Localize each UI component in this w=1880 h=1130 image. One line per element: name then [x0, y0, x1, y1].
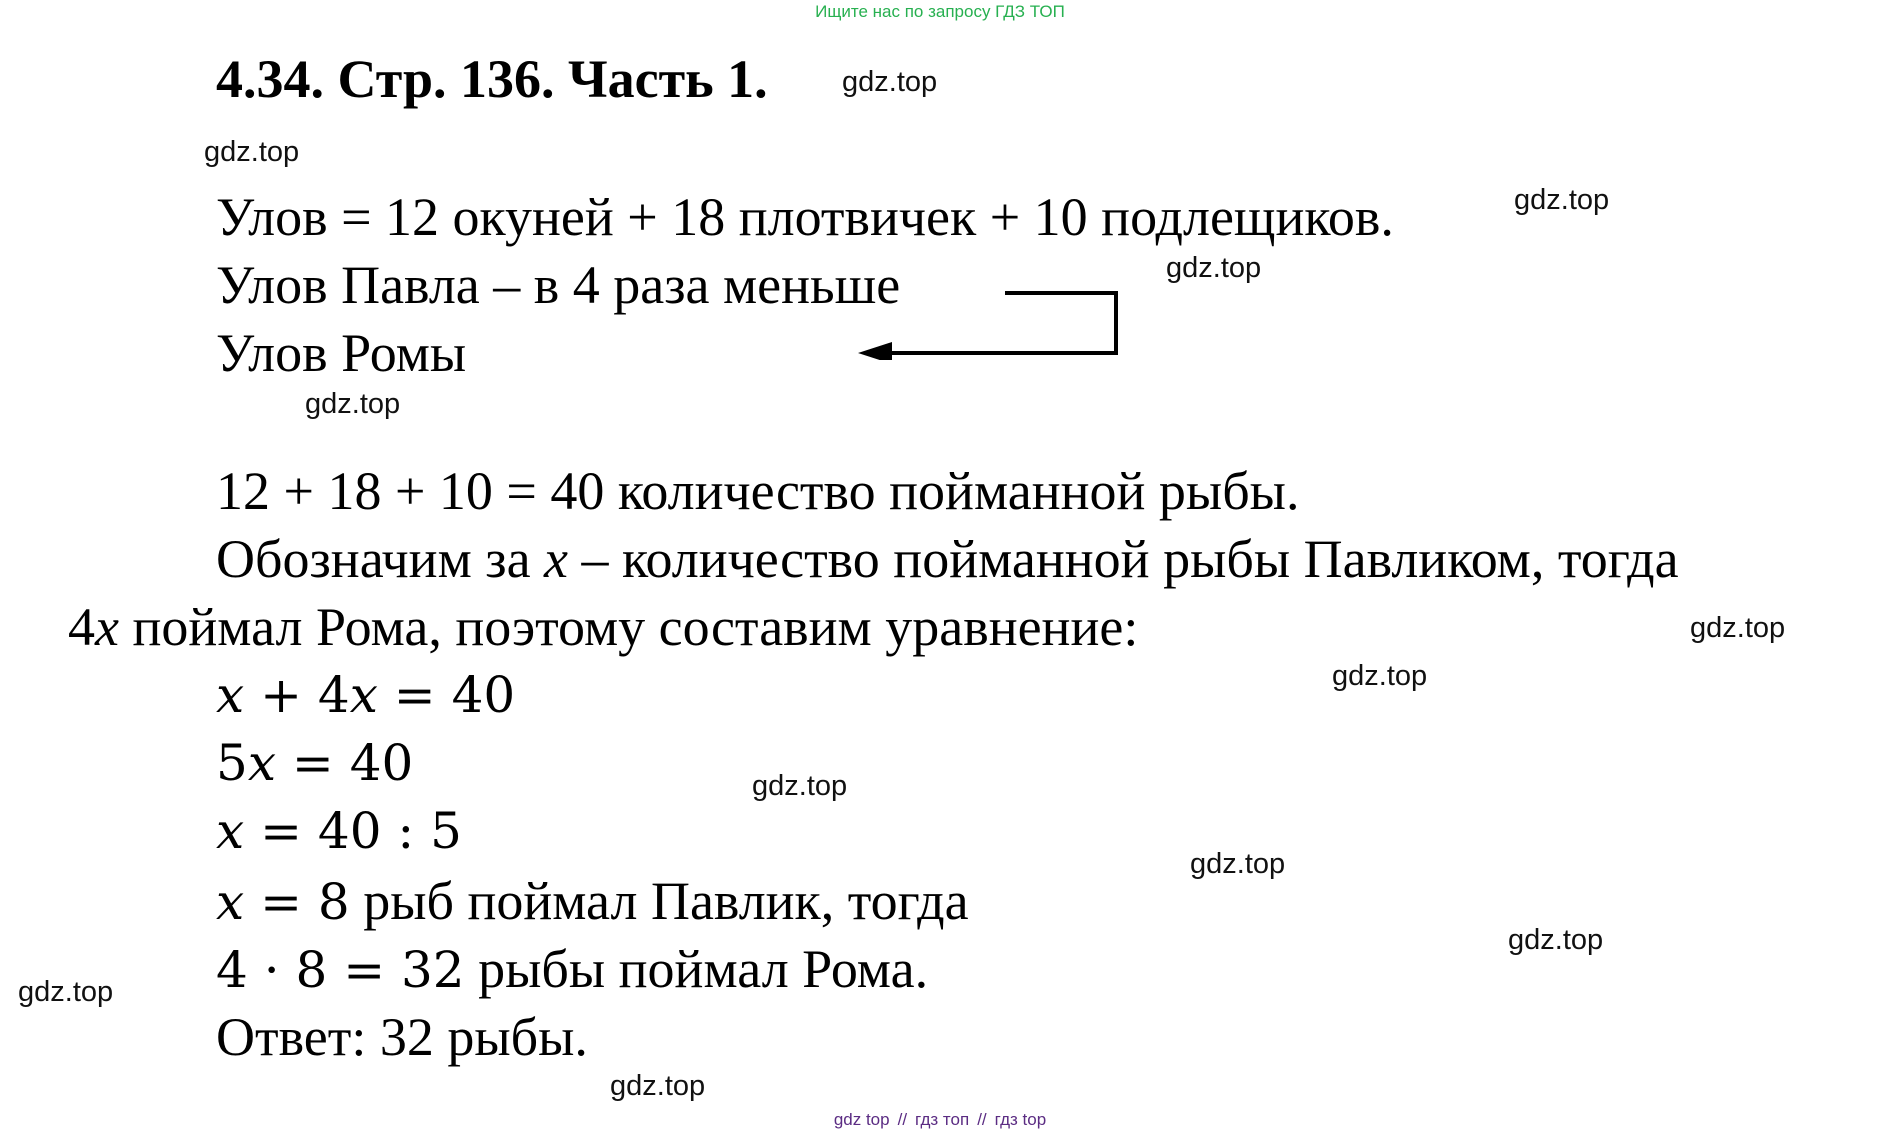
footer-links: [0, 1110, 1880, 1130]
watermark: gdz.top: [1514, 184, 1610, 216]
let-line-2: [68, 597, 1139, 657]
eq2-x: x: [247, 734, 277, 792]
watermark: gdz.top: [18, 976, 114, 1008]
coef-4: 4: [68, 597, 95, 657]
watermark: gdz.top: [1190, 848, 1286, 880]
footer-sep: //: [897, 1110, 908, 1129]
watermark: gdz.top: [1508, 924, 1604, 956]
equation-5: [216, 939, 929, 999]
let-line: [216, 529, 1679, 589]
equation-3: [216, 802, 462, 860]
equation-2: [216, 734, 414, 792]
let-text-2: – количество пойманной рыбы Павликом, тогда: [581, 529, 1679, 589]
eq4-rest: = 8: [244, 873, 350, 931]
let-text-3: поймал Рома, поэтому составим уравнение:: [132, 597, 1139, 657]
variable-x-2: x: [95, 597, 119, 657]
footer-link-1[interactable]: gdz top: [833, 1110, 890, 1129]
sum-line: 12 + 18 + 10 = 40 количество пойманной рыбы.: [216, 461, 1300, 521]
answer-line: Ответ: 32 рыбы.: [216, 1007, 588, 1067]
eq3-rest: = 40 : 5: [244, 802, 462, 860]
watermark: gdz.top: [1690, 612, 1786, 644]
eq5-math: 4 · 8 = 32: [216, 941, 465, 999]
eq4-x: x: [216, 873, 245, 931]
condition-line-3: Улов Ромы: [216, 323, 467, 383]
eq2-rest: = 40: [276, 734, 414, 792]
watermark: gdz.top: [752, 770, 848, 802]
eq1-op: + 4: [244, 666, 350, 724]
equation-4: [216, 871, 969, 931]
watermark: gdz.top: [305, 388, 401, 420]
footer-link-3[interactable]: гдз top: [994, 1110, 1047, 1129]
condition-line-2: Улов Павла – в 4 раза меньше: [216, 255, 901, 315]
watermark: gdz.top: [610, 1070, 706, 1102]
relation-arrow-icon: [850, 280, 1130, 360]
watermark: gdz.top: [842, 66, 938, 98]
page-title: 4.34. Стр. 136. Часть 1.: [216, 49, 768, 109]
eq1-x: x: [216, 666, 245, 724]
footer-sep: //: [977, 1110, 987, 1129]
eq4-text: рыб поймал Павлик, тогда: [349, 871, 969, 931]
condition-line-1: Улов = 12 окуней + 18 плотвичек + 10 подлещиков.: [216, 187, 1394, 247]
eq3-x: x: [216, 802, 245, 860]
eq2-coef: 5: [216, 734, 248, 792]
search-banner: Ищите нас по запросу ГДЗ ТОП: [815, 2, 1065, 21]
eq1-x2: x: [349, 666, 378, 724]
let-text-1: Обозначим за: [216, 529, 531, 589]
eq5-text: рыбы поймал Рома.: [464, 939, 929, 999]
watermark: gdz.top: [1332, 660, 1428, 692]
footer-link-2[interactable]: гдз топ: [915, 1110, 970, 1129]
watermark: gdz.top: [204, 136, 300, 168]
eq1-rest: = 40: [377, 666, 516, 724]
equation-1: [216, 666, 516, 724]
watermark: gdz.top: [1166, 252, 1262, 284]
variable-x: x: [544, 529, 569, 589]
